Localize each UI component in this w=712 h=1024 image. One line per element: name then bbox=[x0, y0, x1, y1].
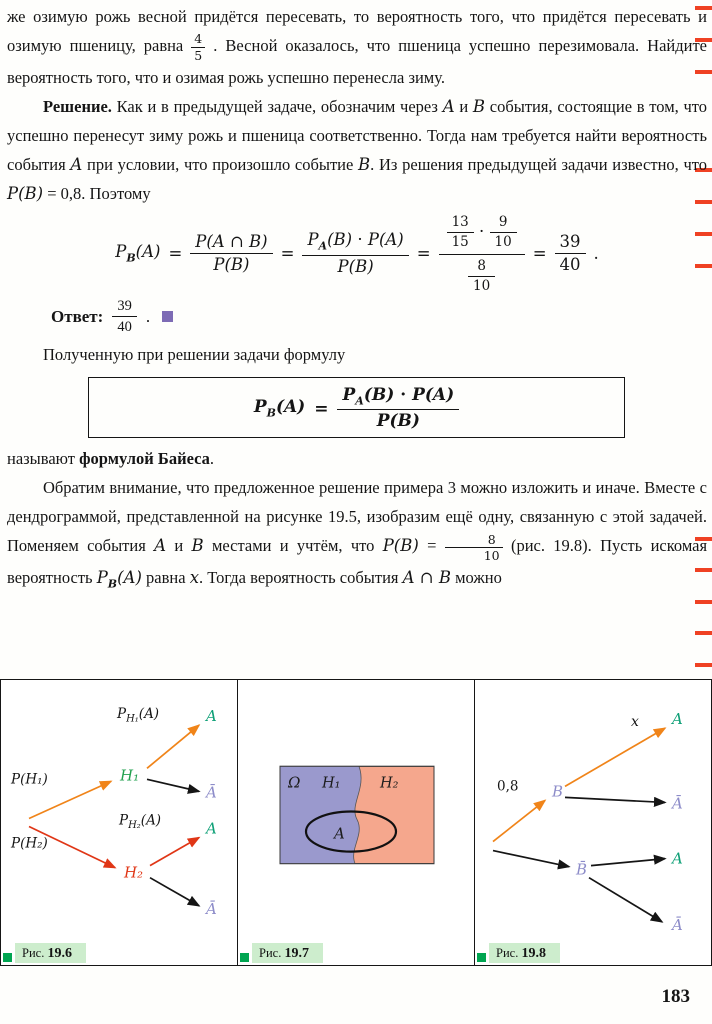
caption-green-square bbox=[240, 953, 249, 962]
arrow-H2-to-A bbox=[150, 838, 199, 866]
figure-19-6 bbox=[0, 679, 238, 966]
text-segment: . Из решения предыдущей задачи известно, что bbox=[370, 154, 708, 174]
label-P-H1-of-A: $P_{H_1}(A)$ bbox=[117, 706, 160, 725]
answer-label: Ответ: bbox=[51, 306, 104, 326]
fraction-nested bbox=[439, 213, 525, 294]
text-segment: местами и учтём, что bbox=[211, 536, 375, 556]
math-value: = 0,8 bbox=[47, 183, 82, 203]
multiply-dot: · bbox=[357, 229, 363, 249]
text-segment: можно bbox=[455, 568, 502, 588]
label-P-H2-of-A: $P_{H_2}(A)$ bbox=[119, 812, 162, 832]
fraction-numerator bbox=[337, 386, 459, 411]
inline-fraction-8-10: $\frac{8}{10}$ bbox=[445, 533, 503, 564]
fraction-8-10: $\frac{8}{10}$ bbox=[468, 259, 495, 294]
text-segment: называют bbox=[7, 449, 75, 469]
text-segment: . Поэтому bbox=[81, 183, 151, 203]
math-arg-A: (A) bbox=[117, 568, 142, 588]
page-number: 183 bbox=[661, 986, 690, 1007]
figures-row bbox=[0, 679, 712, 966]
leaf-Abar: Ā bbox=[672, 794, 683, 813]
arrow-to-Bbar bbox=[493, 851, 569, 867]
text-segment: Обратим внимание, что предложенное решение примера 3 можно изложить и иначе. Вместе с дендрограммой, представленной на рисунке 19.5, изобразим ещё одну, связанную с этой задачей. Поменяем события bbox=[7, 478, 707, 556]
paragraph-alt-solution bbox=[7, 473, 707, 598]
text-segment: . Тогда вероятность события bbox=[199, 568, 399, 588]
fraction-PAintB-over-PB bbox=[190, 233, 272, 275]
math-PB-of-A bbox=[115, 242, 160, 264]
caption-green-square bbox=[477, 953, 486, 962]
caption-box bbox=[252, 943, 323, 963]
caption-green-square bbox=[3, 953, 12, 962]
text-segment: Полученную при решении задачи формулу bbox=[43, 344, 346, 364]
text-segment: же озимую рожь весной придётся пересевать, то вероятность того, что придётся пересевать и озимую пшеницу, равна bbox=[7, 7, 707, 55]
fraction-denominator bbox=[439, 255, 525, 294]
caption-box bbox=[15, 943, 86, 963]
leaf-A: A bbox=[206, 819, 217, 838]
caption-box bbox=[489, 943, 560, 963]
label-x: x bbox=[631, 714, 639, 731]
fraction-numerator bbox=[302, 231, 408, 256]
red-edge-mark bbox=[695, 631, 712, 635]
caption-number: 19.6 bbox=[47, 946, 72, 961]
equals-sign: = bbox=[168, 243, 183, 263]
text-segment: Как и в предыдущей задаче, обозначим через bbox=[116, 96, 438, 116]
caption-number: 19.7 bbox=[284, 946, 309, 961]
math-arg-B: (B) bbox=[327, 229, 353, 249]
leaf-Abar: Ā bbox=[672, 915, 683, 934]
fraction-numerator: P(A ∩ B) bbox=[190, 233, 272, 254]
equals-sign: = bbox=[427, 536, 437, 556]
math-var-A: A bbox=[70, 154, 83, 174]
label-omega: Ω bbox=[288, 773, 301, 792]
caption-label: Рис. bbox=[496, 946, 519, 960]
text-segment: и bbox=[174, 536, 184, 556]
math-P: P bbox=[307, 229, 319, 249]
math-P: P bbox=[367, 229, 379, 249]
text-segment: при условии, что произошло событие bbox=[87, 154, 354, 174]
text-segment: (рис. 19.8). Пусть искомая вероятность bbox=[7, 536, 708, 588]
math-var-B: B bbox=[191, 536, 204, 556]
math-arg-A: (A) bbox=[135, 242, 161, 262]
caption-number: 19.8 bbox=[521, 946, 546, 961]
paragraph-solution bbox=[7, 92, 707, 208]
math-arg-A: (A) bbox=[275, 397, 306, 418]
solution-equation bbox=[7, 213, 707, 294]
fraction-product-over-PB bbox=[302, 231, 408, 276]
math-arg-B: (B) bbox=[363, 384, 395, 405]
label-H1: H₁ bbox=[322, 775, 341, 792]
node-Bbar: B̄ bbox=[576, 860, 588, 879]
red-edge-mark bbox=[695, 600, 712, 604]
multiply-dot: · bbox=[479, 221, 485, 241]
math-sub-A: A bbox=[318, 239, 328, 253]
label-A: A bbox=[334, 824, 345, 843]
math-P: P bbox=[96, 568, 108, 588]
figure-19-8 bbox=[475, 679, 712, 966]
arrow-Bbar-to-Abar bbox=[589, 878, 662, 922]
inline-fraction-4-5 bbox=[191, 32, 205, 63]
fraction-denominator: P(B) bbox=[213, 254, 250, 274]
figure-caption bbox=[477, 943, 560, 963]
bayes-formula-box bbox=[88, 377, 625, 439]
arrow-H2-to-Abar bbox=[150, 878, 199, 906]
text-segment: события, состоящие в том, что успешно перенесут зиму рожь и пшеница соответственно. Тогда нам требуется найти вероятность события bbox=[7, 96, 708, 174]
math-var-B: B bbox=[472, 96, 486, 116]
leaf-Abar: Ā bbox=[206, 783, 217, 802]
node-B: B bbox=[552, 782, 564, 801]
equals-sign: = bbox=[280, 243, 295, 263]
answer-fraction: $\frac{39}{40}$ bbox=[112, 298, 137, 335]
leaf-Abar: Ā bbox=[206, 899, 217, 918]
caption-label: Рис. bbox=[22, 946, 45, 960]
fraction-39-40: $\frac{39}{40}$ bbox=[555, 233, 586, 275]
math-sub-B: B bbox=[126, 251, 136, 265]
arrow-B-to-A bbox=[565, 728, 665, 786]
math-arg-A: (A) bbox=[378, 229, 404, 249]
arrow-to-B bbox=[493, 800, 545, 841]
red-edge-mark bbox=[695, 663, 712, 667]
caption-label: Рис. bbox=[259, 946, 282, 960]
answer-line bbox=[51, 298, 707, 335]
math-var-A: A bbox=[154, 536, 167, 556]
arrow-B-to-Abar bbox=[565, 797, 665, 802]
period: . bbox=[145, 306, 151, 326]
math-var-B: B bbox=[358, 154, 371, 174]
math-PB-of-A bbox=[254, 397, 305, 419]
label-0-8: 0,8 bbox=[497, 778, 519, 795]
equals-sign: = bbox=[532, 243, 547, 263]
fraction-numerator bbox=[439, 213, 525, 255]
label-P-H1: P(H₁) bbox=[11, 771, 48, 788]
fraction-denominator: P(B) bbox=[337, 256, 374, 276]
node-H1: H₁ bbox=[120, 766, 140, 785]
figure-19-7 bbox=[238, 679, 475, 966]
period: . bbox=[593, 243, 599, 263]
answer-end-square bbox=[162, 311, 173, 322]
label-H2: H₂ bbox=[380, 775, 399, 792]
math-PB-of-A bbox=[96, 568, 142, 591]
fraction-13-15: $\frac{13}{15}$ bbox=[447, 215, 474, 250]
venn-diagram-19-7 bbox=[238, 680, 474, 965]
math-sub-A: A bbox=[355, 394, 364, 408]
math-arg-A: (A) bbox=[424, 384, 455, 405]
leaf-A: A bbox=[206, 707, 217, 726]
math-var-x: x bbox=[189, 568, 199, 588]
math-P: P bbox=[412, 384, 425, 405]
fraction-denominator: P(B) bbox=[376, 411, 420, 432]
math-P-of-B: P(B) bbox=[382, 536, 419, 556]
multiply-dot: · bbox=[400, 384, 407, 405]
tree-diagram-19-8 bbox=[475, 680, 711, 965]
math-P: P bbox=[115, 242, 127, 262]
paragraph-formula-intro bbox=[7, 340, 707, 369]
paragraph-problem bbox=[7, 2, 707, 92]
fraction-9-10: $\frac{9}{10}$ bbox=[490, 215, 517, 250]
equals-sign: = bbox=[416, 243, 431, 263]
leaf-A: A bbox=[672, 710, 683, 729]
text-segment: равна bbox=[146, 568, 186, 588]
bayes-fraction bbox=[337, 386, 459, 432]
solution-lead: Решение. bbox=[43, 96, 112, 116]
text-column bbox=[7, 2, 707, 598]
math-P: P bbox=[342, 384, 356, 405]
math-sub-B: B bbox=[266, 406, 276, 420]
equals-sign: = bbox=[314, 398, 329, 419]
math-P: P bbox=[253, 397, 267, 418]
fraction-denominator: 5 bbox=[194, 48, 203, 63]
tree-diagram-19-6 bbox=[1, 680, 237, 965]
math-sub-B: B bbox=[107, 577, 118, 591]
arrow-H1-to-Abar bbox=[147, 779, 199, 791]
arrow-H1-to-A bbox=[147, 725, 199, 768]
math-event-A-int-B: A ∩ B bbox=[402, 568, 451, 588]
leaf-A: A bbox=[672, 849, 683, 868]
fraction-numerator: 4 bbox=[191, 32, 205, 48]
math-P-of-B: P(B) bbox=[7, 183, 44, 203]
text-segment: . Весной оказалось, что пшеница успешно перезимовала. Найдите вероятность того, что и озимая рожь успешно перенесла зиму. bbox=[7, 36, 708, 87]
figure-caption bbox=[240, 943, 323, 963]
node-H2: H₂ bbox=[124, 863, 144, 882]
paragraph-bayes-name bbox=[7, 444, 707, 473]
text-segment: . bbox=[209, 449, 215, 469]
text-segment: и bbox=[459, 96, 469, 116]
figure-caption bbox=[3, 943, 86, 963]
bayes-term: формулой Байеса bbox=[79, 449, 210, 469]
label-P-H2: P(H₂) bbox=[11, 835, 48, 852]
arrow-Bbar-to-A bbox=[591, 859, 665, 866]
math-var-A: A bbox=[442, 96, 455, 116]
